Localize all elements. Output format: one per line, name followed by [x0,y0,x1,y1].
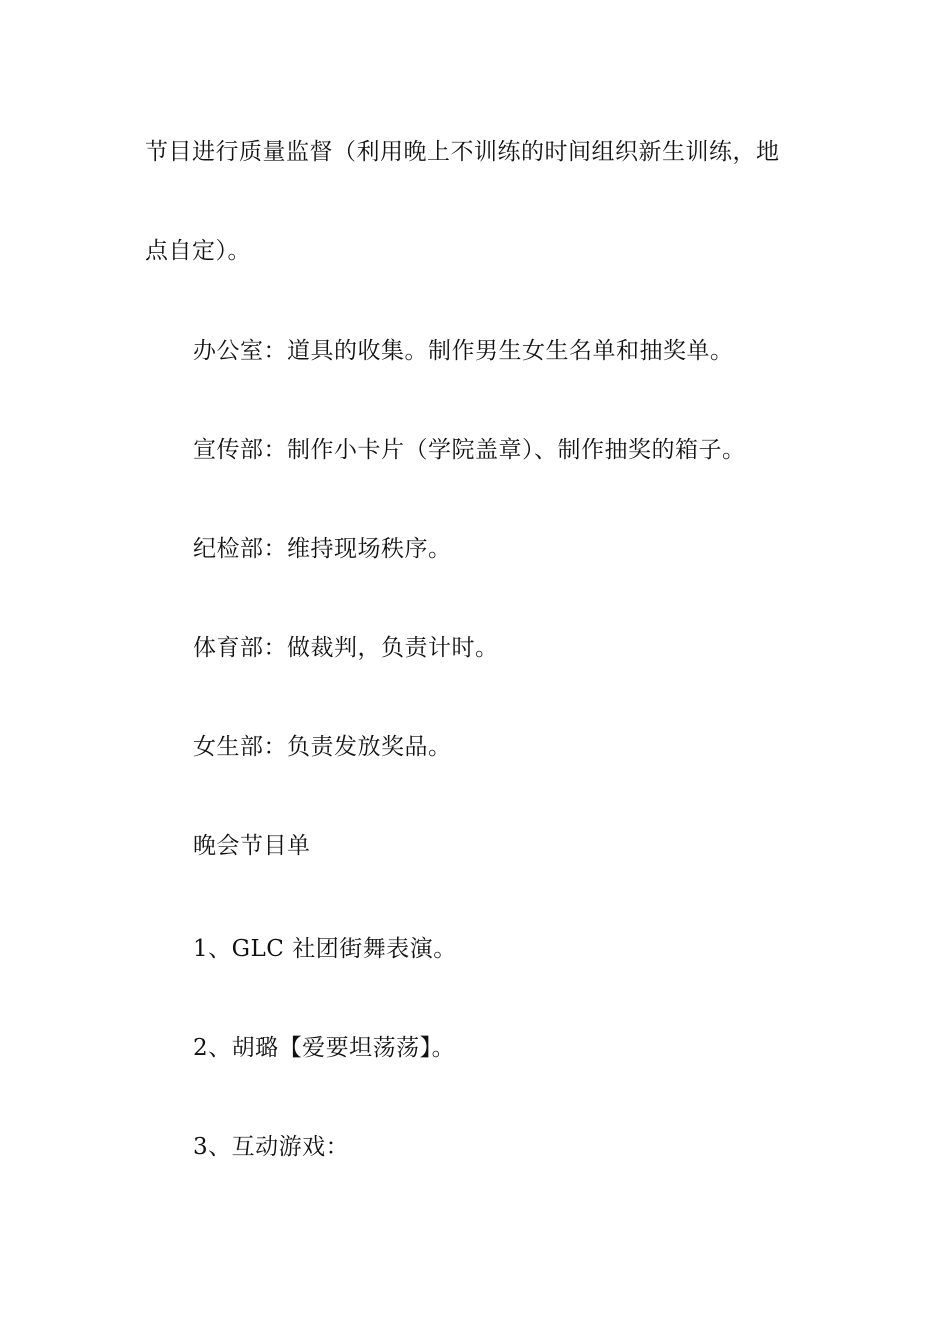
paragraph-line-1: 节目进行质量监督（利用晚上不训练的时间组织新生训练，地 [145,139,780,165]
paragraph-line-2: 点自定）。 [145,238,251,264]
program-heading: 晚会节目单 [193,833,311,859]
assignment-discipline: 纪检部：维持现场秩序。 [193,536,452,562]
assignment-office: 办公室：道具的收集。制作男生女生名单和抽奖单。 [193,338,734,364]
program-item-1: 1、GLC 社团街舞表演。 [193,936,457,962]
program-item-2: 2、胡璐【爱要坦荡荡】。 [193,1035,456,1061]
assignment-sports: 体育部：做裁判，负责计时。 [193,635,499,661]
program-item-3: 3、互动游戏： [193,1134,350,1160]
assignment-publicity: 宣传部：制作小卡片（学院盖章）、制作抽奖的箱子。 [193,437,746,463]
assignment-girls: 女生部：负责发放奖品。 [193,734,452,760]
